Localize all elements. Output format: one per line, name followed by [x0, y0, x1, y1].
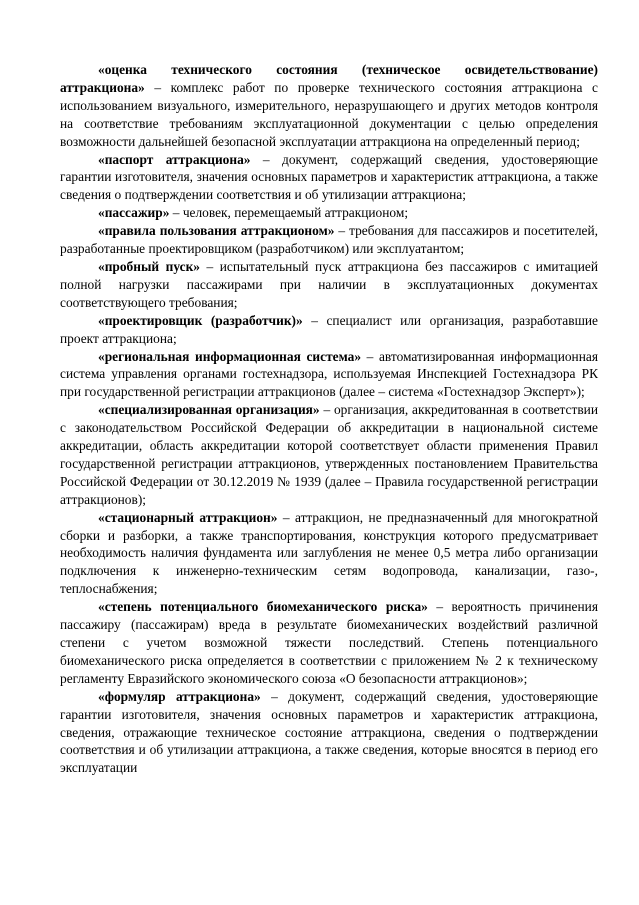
document-page	[60, 61, 598, 777]
definition-term: «правила пользования аттракционом»	[98, 223, 335, 239]
definition-text: – испытательный пуск аттракциона без пассажиров с имитацией полной нагрузки пассажирами при наличии в эксплуатационных документах соответствующего требования;	[60, 258, 598, 310]
definition-paragraph	[60, 688, 598, 778]
definition-text: – организация, аккредитованная в соответствии с законодательством Российской Федерации об аккредитации в национальной системе аккредитации, область аккредитации которой соответствует области применения Правил государственной регистрации аттракционов, утвержденных постановлением Правительства Российской Федерации от 30.12.2019 № 1939 (далее – Правила государственной регистрации аттракционов);	[60, 402, 598, 507]
definition-term: «проектировщик (разработчик)»	[98, 312, 303, 328]
definition-paragraph	[60, 348, 598, 402]
definition-text: – требования для пассажиров и посетителей, разработанные проектировщиком (разработчиком) или эксплуатантом;	[60, 223, 599, 257]
definition-text: – документ, содержащий сведения, удостоверяющие гарантии изготовителя, значения основных параметров и характеристик аттракциона, сведения, отражающие техническое состояние аттракциона, сведения о подтверждении соответствия и об утилизации аттракциона, а также сведения, которые вносятся в период его эксплуатации	[60, 688, 598, 776]
definition-text: – автоматизированная информационная система управления органами гостехнадзора, используемая Инспекцией Гостехнадзора РК при государственной регистрации аттракционов (далее – система «Гостехнадзор Эксперт»);	[60, 348, 598, 400]
definition-term: «региональная информационная система»	[98, 348, 362, 364]
definition-term: «стационарный аттракцион»	[98, 509, 278, 525]
definition-paragraph	[60, 509, 598, 599]
definition-term: «паспорт аттракциона»	[98, 151, 251, 167]
definition-paragraph	[60, 258, 598, 312]
definition-paragraph	[60, 312, 598, 348]
definition-term: «степень потенциального биомеханического риска»	[98, 599, 428, 615]
definition-paragraph	[60, 598, 598, 688]
definition-text: – специалист или организация, разработавшие проект аттракциона;	[60, 312, 598, 346]
definition-term: «специализированная организация»	[98, 402, 320, 418]
definition-paragraph	[60, 151, 598, 205]
definition-term: «формуляр аттракциона»	[98, 688, 261, 704]
definition-term: «пассажир»	[98, 205, 170, 221]
definition-paragraph	[60, 204, 598, 222]
definition-text: – человек, перемещаемый аттракционом;	[169, 205, 409, 221]
definition-text: – документ, содержащий сведения, удостоверяющие гарантии изготовителя, значения основных параметров и характеристик аттракциона, а также сведения о подтверждении соответствия и об утилизации аттракциона;	[60, 151, 598, 203]
definition-term: «оценка технического состояния (техническое освидетельствование) аттракциона»	[60, 62, 598, 95]
definition-paragraph	[60, 61, 598, 151]
definition-text: – комплекс работ по проверке технического состояния аттракциона с использованием визуального, измерительного, неразрушающего и других методов контроля на соответствие требованиям эксплуатационной документации с целью определения возможности дальнейшей безопасной эксплуатации аттракциона на определенный период;	[60, 79, 598, 149]
definition-paragraph	[60, 401, 598, 508]
definition-paragraph	[60, 222, 598, 258]
definition-text: – вероятность причинения пассажиру (пассажирам) вреда в результате биомеханических воздействий различной степени с учетом возможной тяжести последствий. Степень потенциального биомеханического риска определяется в соответствии с приложением № 2 к техническому регламенту Евразийского экономического союза «О безопасности аттракционов»;	[60, 599, 598, 686]
definition-text: – аттракцион, не предназначенный для многократной сборки и разборки, а также транспортирования, конструкция которого предусматривает необходимость наличия фундамента или заглубления не менее 0,5 метра либо организации подключения к инженерно-техническим сетям водопровода, канализации, газо-, теплоснабжения;	[60, 509, 598, 597]
definition-term: «пробный пуск»	[98, 258, 200, 274]
